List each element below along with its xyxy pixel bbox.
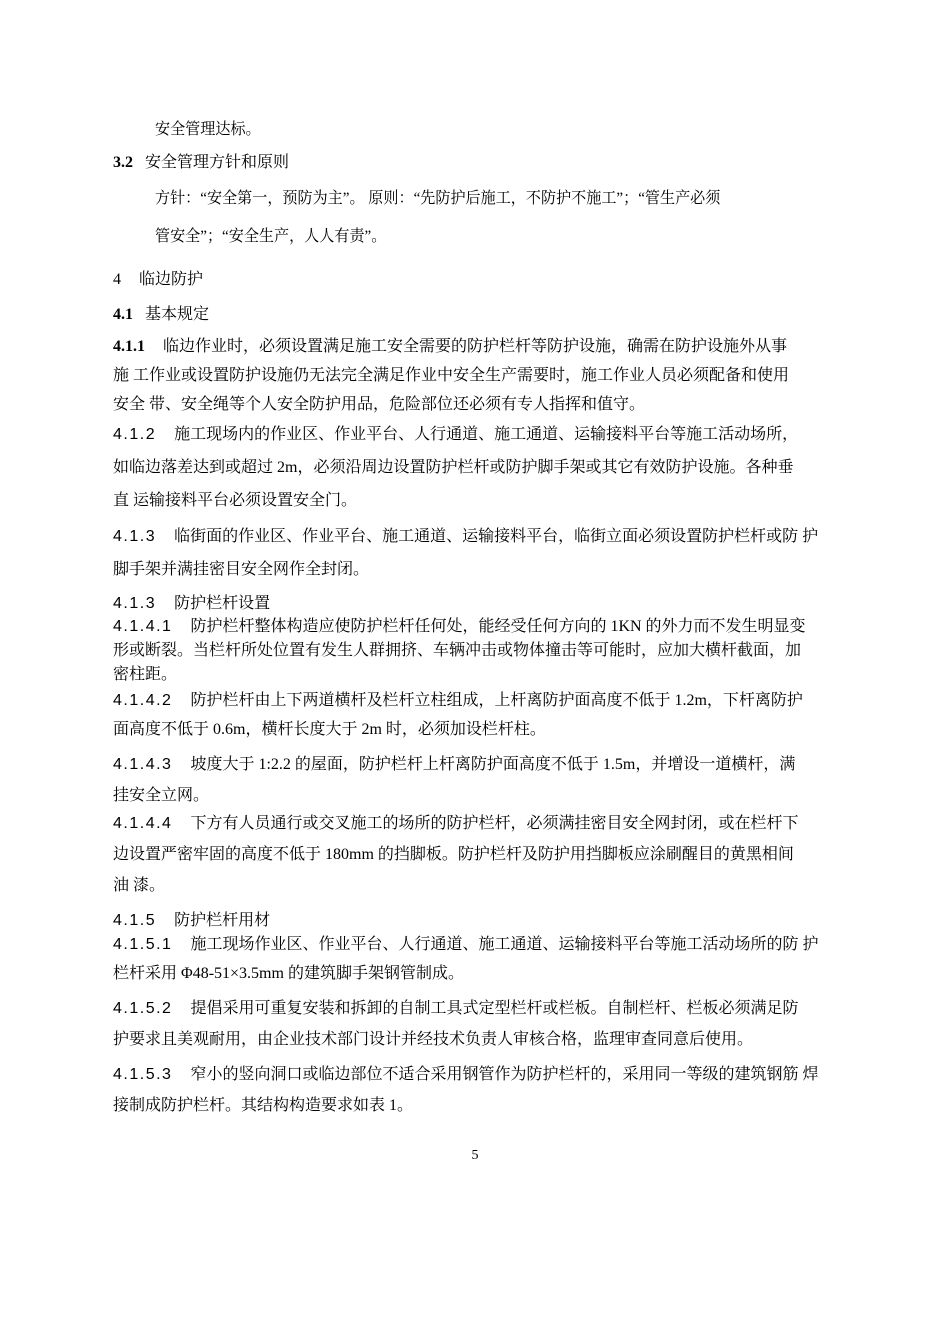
section-heading-4-1-5 (113, 911, 848, 931)
clause-text: 窄小的竖向洞口或临边部位不适合采用钢管作为防护栏杆的，采用同一等级的建筑钢筋 焊 (190, 1066, 819, 1083)
paragraph-line (113, 337, 848, 357)
clause-number: 4.1.5.1 (113, 936, 173, 953)
clause-number: 4.1.4.1 (113, 618, 173, 635)
paragraph-line: 施 工作业或设置防护设施仍无法完全满足作业中安全生产需要时，施工作业人员必须配备和使用 (113, 367, 790, 384)
paragraph-line: 油 漆。 (113, 877, 166, 894)
paragraph-line (113, 1065, 848, 1085)
paragraph-line: 脚手架并满挂密目安全网作全封闭。 (113, 561, 370, 578)
clause-text: 施工现场内的作业区、作业平台、人行通道、施工通道、运输接料平台等施工活动场所， (174, 426, 799, 443)
clause-text: 提倡采用可重复安装和拆卸的自制工具式定型栏杆或栏板。自制栏杆、栏板必须满足防 (190, 1000, 799, 1017)
paragraph-line (113, 999, 848, 1019)
clause-number: 4.1.3 (113, 528, 157, 545)
paragraph-line (113, 527, 848, 547)
clause-text: 下方有人员通行或交叉施工的场所的防护栏杆，必须满挂密目安全网封闭，或在栏杆下 (190, 815, 799, 832)
heading-number: 4.1.3 (113, 595, 157, 612)
clause-number: 4.1.2 (113, 426, 157, 443)
clause-number: 4.1.1 (113, 338, 145, 355)
paragraph-line (113, 814, 848, 834)
paragraph-line: 安全 带、安全绳等个人安全防护用品，危险部位还必须有专人指挥和值守。 (113, 396, 646, 413)
heading-title: 临边防护 (139, 271, 204, 288)
paragraph-line: 面高度不低于 0.6m，横杆长度大于 2m 时，必须加设栏杆柱。 (113, 721, 546, 738)
text-line: 管安全”；“安全生产，人人有责”。 (155, 228, 387, 245)
text-line: 方针：“安全第一，预防为主”。 原则：“先防护后施工，不防护不施工”；“管生产必须 (155, 190, 721, 207)
paragraph-line: 挂安全立网。 (113, 787, 210, 804)
section-heading-3-2 (113, 153, 848, 173)
paragraph-line: 密柱距。 (113, 666, 178, 683)
paragraph-line: 接制成防护栏杆。其结构构造要求如表 1。 (113, 1097, 414, 1114)
clause-text: 临边作业时，必须设置满足施工安全需要的防护栏杆等防护设施，确需在防护设施外从事 (163, 338, 788, 355)
text-line: 安全管理达标。 (155, 121, 261, 138)
heading-title: 防护栏杆设置 (174, 595, 271, 612)
paragraph-line (113, 425, 848, 445)
section-heading-4-1-4 (113, 594, 848, 614)
paragraph-line (113, 935, 848, 955)
clause-number: 4.1.4.4 (113, 815, 173, 832)
section-heading-4 (113, 270, 848, 290)
heading-number: 4.1.5 (113, 912, 157, 929)
clause-text: 坡度大于 1:2.2 的屋面，防护栏杆上杆离防护面高度不低于 1.5m，并增设一道横杆，满 (190, 756, 796, 773)
paragraph-line: 护要求且美观耐用，由企业技术部门设计并经技术负责人审核合格，监理审查同意后使用。 (113, 1031, 754, 1048)
heading-title: 防护栏杆用材 (174, 912, 271, 929)
paragraph-line (113, 617, 848, 637)
heading-title: 基本规定 (145, 306, 210, 323)
clause-text: 施工现场作业区、作业平台、人行通道、施工通道、运输接料平台等施工活动场所的防 护 (190, 936, 819, 953)
section-heading-4-1 (113, 305, 848, 325)
clause-number: 4.1.5.3 (113, 1066, 173, 1083)
clause-number: 4.1.4.2 (113, 692, 173, 709)
clause-number: 4.1.5.2 (113, 1000, 173, 1017)
heading-number: 3.2 (113, 154, 133, 171)
paragraph-line (113, 691, 848, 711)
paragraph-line: 如临边落差达到或超过 2m，必须沿周边设置防护栏杆或防护脚手架或其它有效防护设施。各种垂 (113, 459, 794, 476)
paragraph-line: 直 运输接料平台必须设置安全门。 (113, 492, 358, 509)
clause-text: 临街面的作业区、作业平台、施工通道、运输接料平台，临街立面必须设置防护栏杆或防 护 (174, 528, 819, 545)
paragraph-line: 栏杆采用 Φ48-51×3.5mm 的建筑脚手架钢管制成。 (113, 965, 464, 982)
clause-text: 防护栏杆整体构造应使防护栏杆任何处，能经受任何方向的 1KN 的外力而不发生明显变 (190, 618, 806, 635)
paragraph-line: 边设置严密牢固的高度不低于 180mm 的挡脚板。防护栏杆及防护用挡脚板应涂刷醒目的黄黑相间 (113, 846, 794, 863)
heading-number: 4.1 (113, 306, 133, 323)
paragraph-line: 形或断裂。当栏杆所处位置有发生人群拥挤、车辆冲击或物体撞击等可能时，应加大横杆截面，加 (113, 642, 802, 659)
heading-title: 安全管理方针和原则 (145, 154, 290, 171)
page-number: 5 (471, 1148, 479, 1163)
paragraph-line (113, 755, 848, 775)
clause-text: 防护栏杆由上下两道横杆及栏杆立柱组成，上杆离防护面高度不低于 1.2m，下杆离防护 (190, 692, 803, 709)
heading-number: 4 (113, 271, 121, 288)
clause-number: 4.1.4.3 (113, 756, 173, 773)
